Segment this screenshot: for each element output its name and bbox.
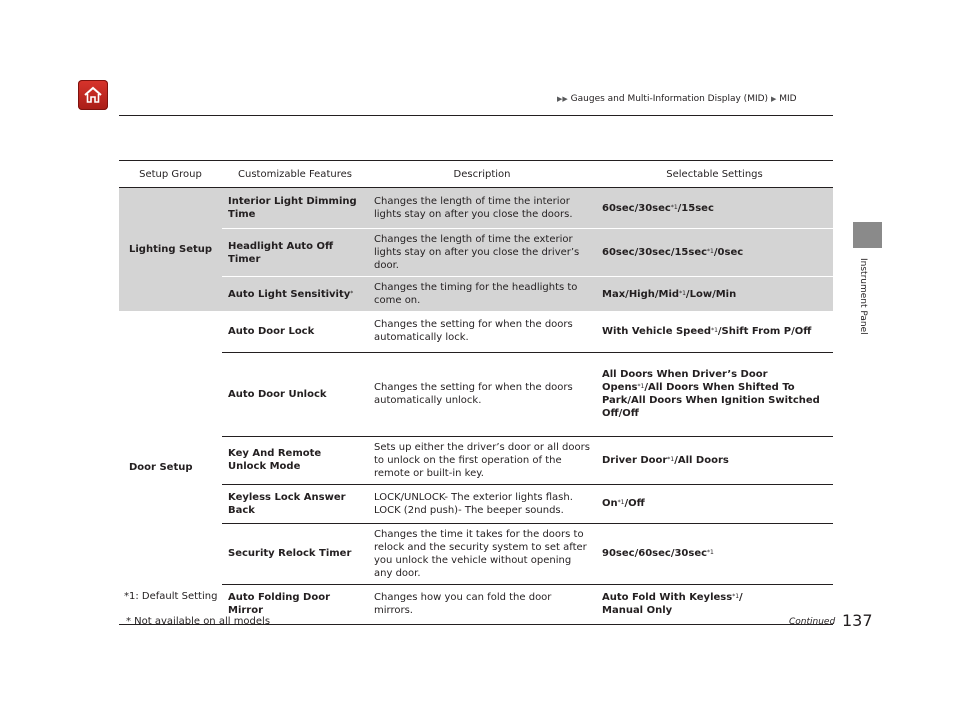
table-row <box>119 436 833 484</box>
breadcrumb-arrow-icon: ▶▶ <box>557 95 568 103</box>
feature-cell: Auto Light Sensitivity* <box>222 277 368 312</box>
table-header-row <box>119 161 833 188</box>
description-cell: Changes the timing for the headlights to come on. <box>368 277 596 312</box>
col-header: Description <box>368 161 596 188</box>
feature-cell: Headlight Auto Off Timer <box>222 229 368 277</box>
col-header: Customizable Features <box>222 161 368 188</box>
col-header: Setup Group <box>119 161 222 188</box>
chapter-label: Instrument Panel <box>858 258 868 335</box>
page-number: 137 <box>842 611 873 630</box>
table-row <box>119 523 833 584</box>
description-cell: Changes the setting for when the doors automatically lock. <box>368 311 596 352</box>
default-setting-footnote: *1: Default Setting <box>124 591 218 602</box>
chapter-tab[interactable] <box>853 222 882 248</box>
home-button[interactable] <box>78 80 108 110</box>
breadcrumb-link[interactable]: Gauges and Multi-Information Display (MID) <box>570 94 769 104</box>
breadcrumb <box>557 94 797 104</box>
feature-cell: Security Relock Timer <box>222 523 368 584</box>
group-cell: Door Setup <box>119 311 222 624</box>
feature-cell: Key And Remote Unlock Mode <box>222 436 368 484</box>
table-row <box>119 277 833 312</box>
feature-cell: Auto Door Lock <box>222 311 368 352</box>
description-cell: Changes the length of time the exterior lights stay on after you close the driver’s door. <box>368 229 596 277</box>
settings-cell: All Doors When Driver’s Door Opens$^{*1}$/All Doors When Shifted To Park/All Doors When Ignition Switched Off/Off <box>596 352 833 436</box>
breadcrumb-current: MID <box>779 94 797 104</box>
settings-cell: Auto Fold With Keyless$^{*1}$/ Manual Only <box>596 584 833 624</box>
settings-table <box>119 160 836 627</box>
description-cell: Changes the time it takes for the doors to relock and the security system to set after you unlock the vehicle without opening any door. <box>368 523 596 584</box>
settings-cell: With Vehicle Speed$^{*1}$/Shift From P/Off <box>596 311 833 352</box>
settings-cell: $60\sec/30\sec/15\sec^{*1}/0\sec$ <box>596 229 833 277</box>
settings-cell: Max/High/Mid$^{*1}$/Low/Min <box>596 277 833 312</box>
description-cell: Changes how you can fold the door mirrors. <box>368 584 596 624</box>
breadcrumb-arrow-icon: ▶ <box>770 95 777 103</box>
description-cell: Changes the setting for when the doors automatically unlock. <box>368 352 596 436</box>
description-cell: LOCK/UNLOCK- The exterior lights flash. LOCK (2nd push)- The beeper sounds. <box>368 484 596 523</box>
continued-label: Continued <box>789 617 836 627</box>
settings-cell: $60\sec/30\sec^{*1}/15\sec$ <box>596 188 833 229</box>
settings-cell: On$^{*1}$/Off <box>596 484 833 523</box>
home-icon <box>83 85 103 105</box>
settings-cell: Driver Door$^{*1}$/All Doors <box>596 436 833 484</box>
feature-cell: Keyless Lock Answer Back <box>222 484 368 523</box>
settings-cell: $90\sec/60\sec/30\sec^{*1}$ <box>596 523 833 584</box>
feature-cell: Auto Folding Door Mirror <box>222 584 368 624</box>
availability-note: * Not available on all models <box>126 616 271 627</box>
description-cell: Sets up either the driver’s door or all doors to unlock on the first operation of the remote or built-in key. <box>368 436 596 484</box>
table-row <box>119 311 833 352</box>
group-cell: Lighting Setup <box>119 188 222 312</box>
table-row <box>119 484 833 523</box>
table-row <box>119 188 833 229</box>
feature-cell: Auto Door Unlock <box>222 352 368 436</box>
description-cell: Changes the length of time the interior lights stay on after you close the doors. <box>368 188 596 229</box>
table-row <box>119 352 833 436</box>
table-row <box>119 229 833 277</box>
header-rule <box>119 115 833 116</box>
col-header: Selectable Settings <box>596 161 833 188</box>
feature-cell: Interior Light Dimming Time <box>222 188 368 229</box>
